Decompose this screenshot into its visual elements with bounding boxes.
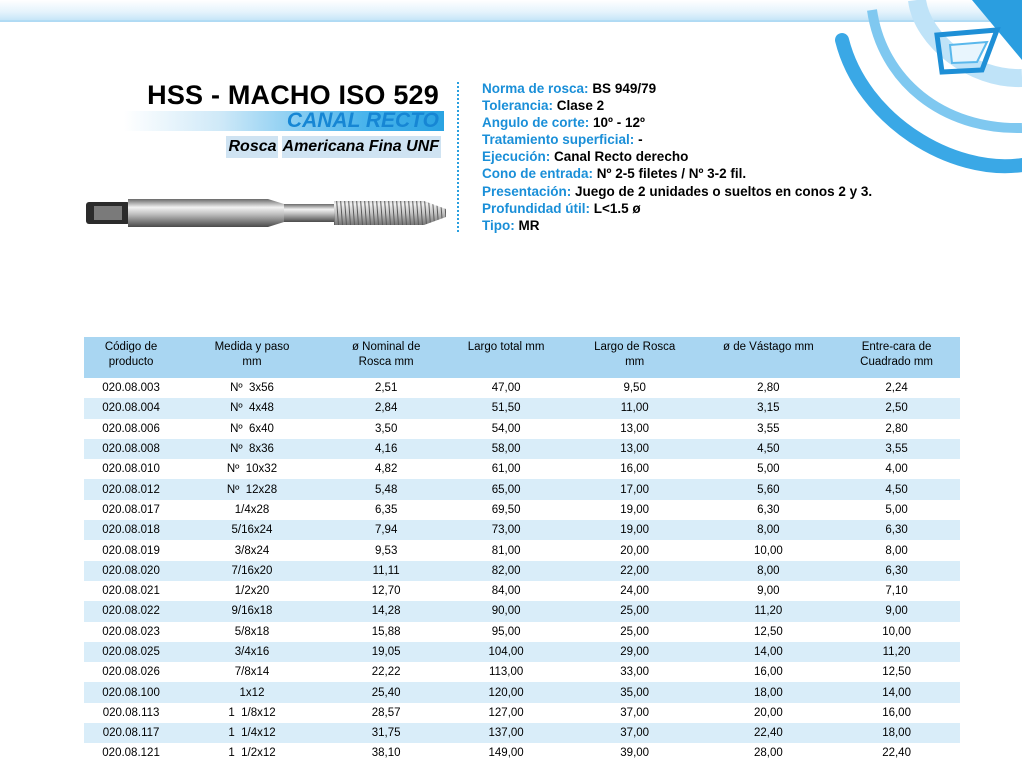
table-cell: 95,00 — [491, 625, 521, 638]
table-cell: 20,00 — [753, 706, 783, 719]
table-cell: 25,00 — [566, 601, 704, 621]
table-cell: 69,50 — [491, 503, 521, 516]
table-cell: 37,00 — [566, 723, 704, 743]
table-cell: 020.08.008 — [84, 439, 178, 459]
table-cell: 1x12 — [178, 682, 326, 702]
table-cell: 5,00 — [757, 463, 780, 476]
table-cell: 7,10 — [885, 585, 908, 598]
table-cell: 020.08.026 — [102, 666, 160, 679]
table-cell: 22,22 — [371, 666, 401, 679]
table-cell: 9,53 — [374, 544, 398, 557]
table-cell: 14,00 — [833, 682, 960, 702]
spec-key: Ejecución: — [482, 149, 551, 165]
column-header-line: ø Nominal de — [351, 341, 421, 353]
table-cell: 25,40 — [326, 682, 447, 702]
table-cell: 1 1/4x12 — [178, 723, 326, 743]
spec-value: Nº 2-5 filetes / Nº 3-2 fil. — [596, 166, 747, 182]
table-cell: 90,00 — [446, 601, 565, 621]
spec-row — [482, 131, 1002, 148]
table-row — [84, 520, 960, 540]
table-cell: 020.08.121 — [102, 747, 160, 760]
table-cell: 18,00 — [833, 723, 960, 743]
table-cell: 9,50 — [623, 382, 646, 395]
spec-value: - — [638, 132, 643, 148]
table-cell: 9/16x18 — [178, 601, 326, 621]
product-table — [84, 337, 960, 764]
table-cell: 19,00 — [620, 503, 650, 516]
table-row — [84, 561, 960, 581]
table-cell: 020.08.018 — [84, 520, 178, 540]
table-cell: 6,30 — [757, 503, 780, 516]
table-cell: 14,28 — [326, 601, 447, 621]
page-subtitle: CANAL RECTO — [286, 109, 439, 132]
table-row — [84, 459, 960, 479]
table-cell: 84,00 — [491, 585, 521, 598]
table-cell: 24,00 — [620, 585, 650, 598]
spec-row — [482, 97, 1002, 114]
table-cell: 38,10 — [371, 747, 401, 760]
table-cell: 22,40 — [882, 747, 911, 760]
table-cell: 5/8x18 — [234, 625, 270, 638]
spec-key: Cono de entrada: — [482, 166, 594, 182]
table-cell: 020.08.113 — [102, 706, 160, 719]
table-cell: 1/2x20 — [234, 585, 270, 598]
table-cell: 61,00 — [491, 463, 521, 476]
table-cell: 10,00 — [882, 625, 911, 638]
table-cell: 11,20 — [704, 601, 834, 621]
spec-value: BS 949/79 — [592, 81, 657, 96]
table-cell: 18,00 — [704, 682, 834, 702]
thread-type-label-part2: Americana Fina UNF — [282, 138, 439, 155]
table-cell: 3,15 — [704, 398, 834, 418]
table-cell: 13,00 — [566, 439, 704, 459]
table-cell: 14,00 — [704, 642, 834, 662]
table-cell: 020.08.010 — [102, 463, 160, 476]
table-cell: 5/16x24 — [178, 520, 326, 540]
table-cell: Nº 3x56 — [230, 382, 274, 395]
table-cell: 020.08.117 — [84, 723, 178, 743]
spec-key: Tolerancia: — [482, 98, 554, 114]
table-row — [84, 540, 960, 560]
spec-value: L<1.5 ø — [593, 200, 641, 216]
table-cell: 35,00 — [566, 682, 704, 702]
table-cell: 2,80 — [757, 382, 780, 395]
table-cell: 6,35 — [374, 503, 398, 516]
table-row — [84, 500, 960, 520]
table-header-row — [84, 337, 960, 378]
column-header — [326, 337, 447, 378]
table-cell: Nº 10x32 — [226, 463, 278, 476]
spec-value: 10º - 12º — [593, 115, 645, 131]
table-row — [84, 662, 960, 682]
table-cell: 020.08.020 — [84, 561, 178, 581]
table-cell: 19,05 — [326, 642, 447, 662]
table-row — [84, 479, 960, 499]
spec-value: Clase 2 — [556, 98, 605, 114]
table-cell: 1 1/2x12 — [228, 747, 276, 760]
table-cell: 65,00 — [446, 479, 565, 499]
table-row — [84, 703, 960, 723]
table-cell: 113,00 — [488, 666, 524, 679]
table-row — [84, 743, 960, 763]
column-header-line: Medida y paso — [214, 341, 290, 353]
spec-key: Norma de rosca: — [482, 81, 589, 96]
table-cell: 29,00 — [566, 642, 704, 662]
table-cell: 7/16x20 — [178, 561, 326, 581]
table-cell: 7,94 — [326, 520, 447, 540]
table-row — [84, 682, 960, 702]
table-cell: 2,24 — [885, 382, 908, 395]
table-cell: 11,11 — [326, 561, 447, 581]
table-cell: 8,00 — [704, 520, 834, 540]
column-header — [566, 337, 704, 378]
table-cell: 33,00 — [620, 666, 650, 679]
table-cell: 6,30 — [833, 561, 960, 581]
table-cell: 4,50 — [833, 479, 960, 499]
table-cell: 3,55 — [757, 422, 780, 435]
spec-key: Tratamiento superficial: — [482, 132, 635, 148]
table-cell: 12,70 — [371, 585, 401, 598]
table-cell: 149,00 — [488, 747, 524, 760]
table-cell: 17,00 — [566, 479, 704, 499]
table-cell: 54,00 — [491, 422, 521, 435]
table-cell: 16,00 — [753, 666, 783, 679]
table-cell: 020.08.006 — [102, 422, 160, 435]
table-cell: Nº 8x36 — [178, 439, 326, 459]
table-cell: 3/8x24 — [234, 544, 270, 557]
spec-key: Angulo de corte: — [482, 115, 590, 131]
table-cell: 58,00 — [446, 439, 565, 459]
table-row — [84, 723, 960, 743]
column-header-line: Entre-cara de — [861, 341, 932, 353]
column-header — [84, 337, 178, 378]
table-cell: 5,00 — [885, 503, 908, 516]
table-cell: 020.08.019 — [102, 544, 160, 557]
table-cell: Nº 4x48 — [178, 398, 326, 418]
column-header — [446, 337, 565, 378]
table-cell: 16,00 — [882, 706, 911, 719]
column-header — [704, 337, 834, 378]
table-cell: 28,00 — [753, 747, 783, 760]
table-row — [84, 642, 960, 662]
spec-row — [482, 165, 1002, 182]
column-header-line: Largo total mm — [467, 341, 545, 353]
table-cell: 9,00 — [833, 601, 960, 621]
spec-row — [482, 114, 1002, 131]
table-cell: 4,00 — [885, 463, 908, 476]
tap-tool-illustration — [84, 192, 450, 232]
table-cell: Nº 6x40 — [230, 422, 274, 435]
table-cell: 81,00 — [491, 544, 521, 557]
table-cell: 82,00 — [446, 561, 565, 581]
spec-value: Juego de 2 unidades o sueltos en conos 2 y 3. — [575, 183, 873, 199]
table-cell: 8,00 — [885, 544, 908, 557]
column-header-line: Rosca mm — [358, 356, 414, 368]
table-cell: 16,00 — [620, 463, 650, 476]
table-cell: 020.08.003 — [102, 382, 160, 395]
column-header-line: mm — [625, 356, 645, 368]
table-row — [84, 398, 960, 418]
thread-type-label — [226, 136, 441, 158]
table-cell: 31,75 — [326, 723, 447, 743]
table-cell: 4,50 — [704, 439, 834, 459]
table-cell: 1 1/8x12 — [228, 706, 276, 719]
table-cell: 020.08.004 — [84, 398, 178, 418]
table-cell: 47,00 — [491, 382, 521, 395]
table-cell: 7/8x14 — [234, 666, 270, 679]
column-header-line: Cuadrado mm — [860, 356, 934, 368]
table-cell: 22,40 — [704, 723, 834, 743]
spec-row — [482, 80, 1002, 97]
table-row — [84, 439, 960, 459]
table-cell: 4,16 — [326, 439, 447, 459]
table-cell: 137,00 — [446, 723, 565, 743]
spec-row — [482, 183, 1002, 200]
divider — [457, 82, 459, 232]
spec-key: Presentación: — [482, 183, 572, 199]
table-cell: 20,00 — [620, 544, 650, 557]
table-cell: 5,60 — [704, 479, 834, 499]
table-cell: 13,00 — [620, 422, 650, 435]
table-cell: 4,82 — [374, 463, 398, 476]
spec-list — [482, 80, 1002, 234]
table-row — [84, 419, 960, 439]
table-cell: 104,00 — [446, 642, 565, 662]
table-cell: 020.08.100 — [84, 682, 178, 702]
table-cell: 2,80 — [885, 422, 908, 435]
table-cell: 37,00 — [620, 706, 650, 719]
thread-type-label-part1: Rosca — [228, 138, 277, 155]
table-cell: 127,00 — [488, 706, 524, 719]
table-cell: 3,50 — [374, 422, 398, 435]
column-header — [178, 337, 326, 378]
page-title: HSS - MACHO ISO 529 — [147, 80, 439, 110]
spec-key: Tipo: — [482, 217, 515, 233]
table-cell: 15,88 — [371, 625, 401, 638]
table-body — [84, 378, 960, 764]
table-cell: 25,00 — [620, 625, 650, 638]
table-cell: 5,48 — [326, 479, 447, 499]
table-cell: 020.08.021 — [102, 585, 160, 598]
table-cell: 020.08.017 — [102, 503, 160, 516]
table-cell: 39,00 — [620, 747, 650, 760]
table-cell: 3/4x16 — [178, 642, 326, 662]
table-row — [84, 378, 960, 398]
table-cell: 2,51 — [374, 382, 398, 395]
table-cell: 2,50 — [833, 398, 960, 418]
table-cell: 73,00 — [446, 520, 565, 540]
spec-value: Canal Recto derecho — [554, 149, 689, 165]
column-header-line: Largo de Rosca — [594, 341, 676, 353]
column-header-line: mm — [242, 356, 262, 368]
table-cell: Nº 12x28 — [178, 479, 326, 499]
table-cell: 22,00 — [566, 561, 704, 581]
table-cell: 19,00 — [566, 520, 704, 540]
column-header — [833, 337, 960, 378]
spec-row — [482, 148, 1002, 165]
table-cell: 11,20 — [833, 642, 960, 662]
table-cell: 020.08.022 — [84, 601, 178, 621]
table-cell: 3,55 — [833, 439, 960, 459]
spec-row — [482, 217, 1002, 234]
table-header — [84, 337, 960, 378]
table-cell: 9,00 — [757, 585, 780, 598]
table-cell: 8,00 — [704, 561, 834, 581]
table-row — [84, 581, 960, 601]
table-row — [84, 622, 960, 642]
table-row — [84, 601, 960, 621]
column-header-line: ø de Vástago mm — [722, 341, 814, 353]
table-cell: 51,50 — [446, 398, 565, 418]
table-cell: 020.08.025 — [84, 642, 178, 662]
table-cell: 10,00 — [753, 544, 783, 557]
table-cell: 12,50 — [882, 666, 911, 679]
column-header-line: producto — [108, 356, 154, 368]
table-cell: 11,00 — [566, 398, 704, 418]
spec-value: MR — [518, 217, 540, 233]
table-cell: 6,30 — [833, 520, 960, 540]
table-cell: 28,57 — [371, 706, 401, 719]
table-cell: 020.08.012 — [84, 479, 178, 499]
column-header-line: Código de — [104, 341, 158, 353]
table-cell: 120,00 — [446, 682, 565, 702]
table-cell: 020.08.023 — [102, 625, 160, 638]
spec-row — [482, 200, 1002, 217]
table-cell: 1/4x28 — [234, 503, 270, 516]
spec-key: Profundidad útil: — [482, 200, 590, 216]
table-cell: 2,84 — [326, 398, 447, 418]
table-cell: 12,50 — [753, 625, 783, 638]
